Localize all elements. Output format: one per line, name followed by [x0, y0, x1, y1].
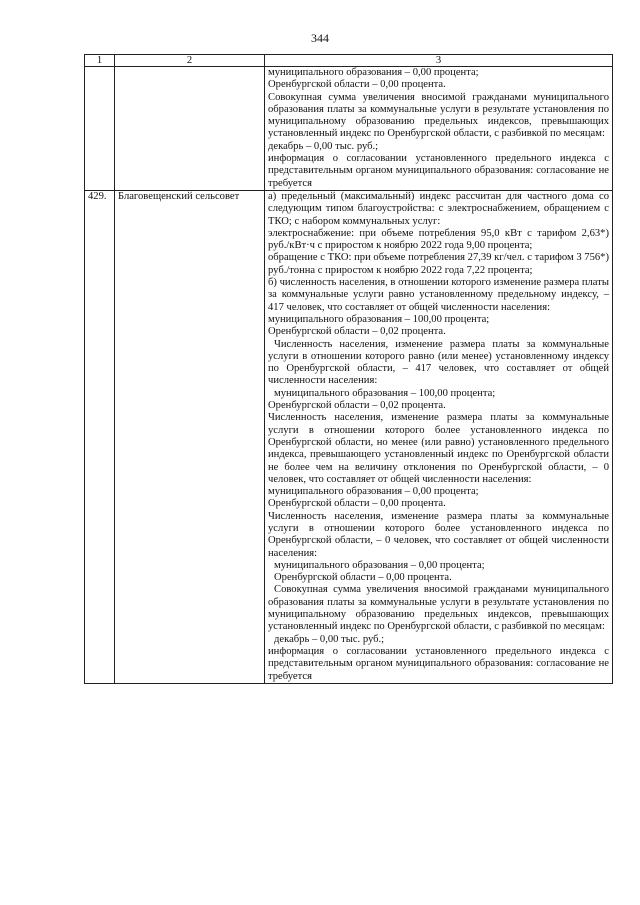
row-text-cell [265, 67, 613, 191]
paragraph: Оренбургской области – 0,00 процента. [274, 572, 452, 584]
paragraph: электроснабжение: при объеме потребления 95,0 кВт с тарифом 2,63*) руб./кВт·ч с приростом к ноябрю 2022 года 9,00 процента; [268, 227, 609, 252]
row-number-cell: 429. [85, 190, 115, 683]
table-row [85, 67, 613, 191]
row-text-cell [265, 190, 613, 683]
paragraph: Оренбургской области – 0,02 процента. [268, 400, 446, 412]
paragraph: Численность населения, изменение размера платы за коммунальные услуги в отношении которого более установленного индекса по Оренбургской области, но менее (или равно) установленного предельного индекса, превышающего установленный индекс по Оренбургской области не более чем на величину отклонения по Оренбургской области, – 0 человек, что составляет от общей численности населения: [268, 412, 609, 485]
paragraph: Совокупная сумма увеличения вносимой гражданами муниципального образования платы за коммунальные услуги в результате установления по муниципальному образованию предельных индексов, превышающих установленный индекс по Оренбургской области, с разбивкой по месяцам: [268, 584, 609, 633]
paragraph: муниципального образования – 100,00 процента; [268, 313, 490, 325]
paragraph: Оренбургской области – 0,00 процента. [268, 498, 446, 510]
paragraph: обращение с ТКО: при объеме потребления 27,39 кг/чел. с тарифом 3 756*) руб./тонна с приростом к ноябрю 2022 года 7,22 процента; [268, 252, 609, 276]
paragraph: муниципального образования – 0,00 процента; [268, 486, 479, 498]
header-col-1: 1 [85, 55, 115, 67]
paragraph: б) численность населения, в отношении которого изменение размера платы за коммунальные услуги равно установленному предельному индексу, – 417 человек, что составляет от общей численности населения: [268, 277, 609, 313]
table-row [85, 190, 613, 683]
paragraph: информация о согласовании установленного предельного индекса с представительным органом муниципального образования: согласование не требуется [268, 153, 609, 189]
paragraph: Оренбургской области – 0,02 процента. [268, 326, 446, 338]
table-header-row [85, 55, 613, 67]
paragraph: декабрь – 0,00 тыс. руб.; [268, 140, 379, 152]
header-col-3: 3 [265, 55, 613, 67]
paragraph: Численность населения, изменение размера платы за коммунальные услуги в отношении которого равно (или менее) установленному индексу по Оренбургской области, – 417 человек, что составляет от общей численности населения: [268, 338, 609, 387]
paragraph: декабрь – 0,00 тыс. руб.; [274, 633, 385, 645]
paragraph: а) предельный (максимальный) индекс рассчитан для частного дома со следующим типом благоустройства: с электроснабжением, обращением с ТКО; с набором коммунальных услуг: [268, 190, 609, 227]
paragraph: муниципального образования – 100,00 процента; [274, 387, 496, 399]
page-number: 344 [311, 31, 329, 45]
paragraph: Численность населения, изменение размера платы за коммунальные услуги в отношении которого более установленного индекса по Оренбургской области, – 0 человек, что составляет от общей численности населения: [268, 510, 609, 559]
paragraph: муниципального образования – 0,00 процента; [268, 67, 479, 78]
paragraph: информация о согласовании установленного предельного индекса с представительным органом муниципального образования: согласование не требуется [268, 645, 609, 682]
document-table [84, 54, 613, 684]
row-name-cell: Благовещенский сельсовет [115, 190, 265, 683]
paragraph: Оренбургской области – 0,00 процента. [268, 79, 446, 91]
header-col-2: 2 [115, 55, 265, 67]
paragraph: Совокупная сумма увеличения вносимой гражданами муниципального образования платы за коммунальные услуги в результате установления по муниципальному образованию предельных индексов, превышающих установленный индекс по Оренбургской области, с разбивкой по месяцам: [268, 91, 609, 140]
row-name-cell [115, 67, 265, 191]
paragraph: муниципального образования – 0,00 процента; [274, 559, 485, 571]
row-number-cell [85, 67, 115, 191]
